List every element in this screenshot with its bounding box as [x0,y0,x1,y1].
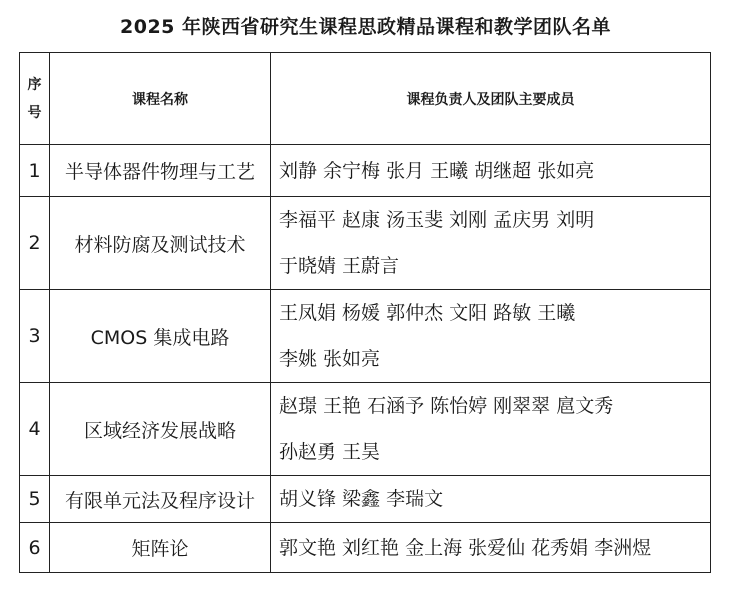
row-members [271,197,711,290]
member-line: 刘静 余宁梅 张月 王曦 胡继超 张如亮 [279,159,595,182]
member-line: 赵璟 王艳 石涵予 陈怡婷 刚翠翠 扈文秀 [279,395,614,417]
member-line: 孙赵勇 王昊 [279,441,381,463]
member-line: 胡义锋 梁鑫 李瑞文 [279,488,444,510]
row-course: 有限单元法及程序设计 [50,476,271,523]
table-row [20,290,711,383]
row-seq: 5 [20,476,50,523]
row-course: 半导体器件物理与工艺 [50,145,271,197]
row-members [271,290,711,383]
row-members [271,145,711,197]
row-members [271,476,711,523]
row-seq: 3 [20,290,50,383]
header-seq-line-2: 号 [27,104,42,121]
table-row [20,523,711,573]
row-members [271,383,711,476]
row-course: 材料防腐及测试技术 [50,197,271,290]
document-title: 2025 年陕西省研究生课程思政精品课程和教学团队名单 [120,16,611,38]
member-line: 王凤娟 杨媛 郭仲杰 文阳 路敏 王曦 [279,302,576,324]
header-members: 课程负责人及团队主要成员 [271,53,711,145]
row-seq: 4 [20,383,50,476]
row-course: 矩阵论 [50,523,271,573]
member-line: 郭文艳 刘红艳 金上海 张爱仙 花秀娟 李洲煜 [279,536,652,559]
member-line: 李姚 张如亮 [279,348,381,370]
table-row [20,197,711,290]
row-course: CMOS 集成电路 [50,290,271,383]
member-line: 李福平 赵康 汤玉斐 刘刚 孟庆男 刘明 [279,209,595,231]
row-members [271,523,711,573]
table-header-row [20,53,711,145]
row-seq: 6 [20,523,50,573]
table-row [20,383,711,476]
row-course: 区域经济发展战略 [50,383,271,476]
header-course-name: 课程名称 [50,53,271,145]
course-table [19,52,711,573]
table-row [20,476,711,523]
header-seq-line-1: 序 [27,76,42,93]
member-line: 于晓婧 王蔚言 [279,255,400,277]
row-seq: 2 [20,197,50,290]
header-seq [20,53,50,145]
row-seq: 1 [20,145,50,197]
table-row [20,145,711,197]
